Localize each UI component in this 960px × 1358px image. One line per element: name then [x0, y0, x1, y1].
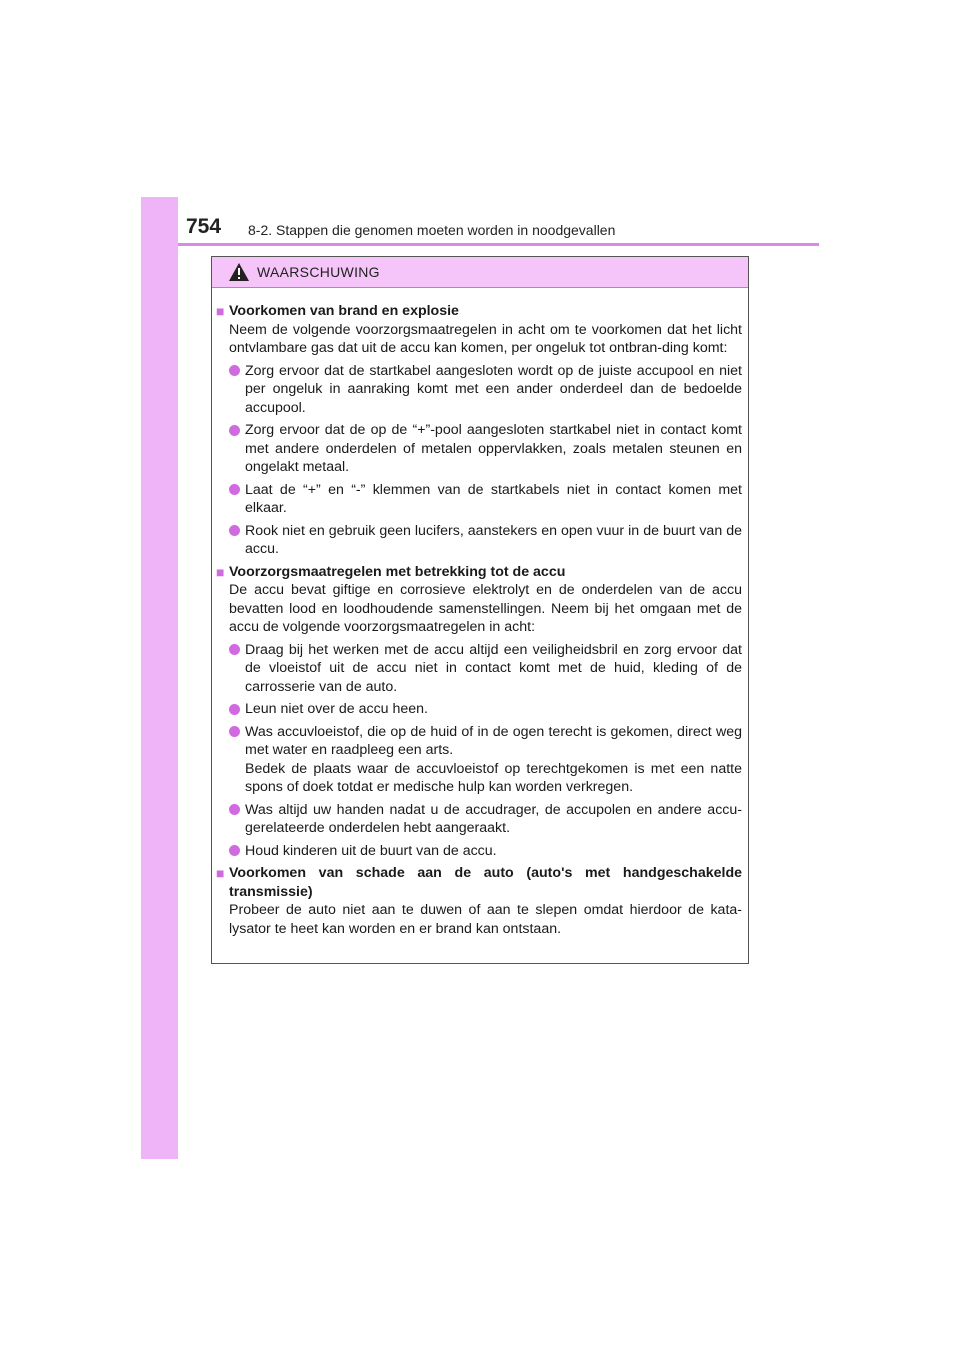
section-heading: Voorzorgsmaatregelen met betrekking tot de accu [229, 563, 566, 580]
square-bullet-icon: ■ [216, 303, 225, 319]
round-bullet-icon [229, 804, 240, 815]
round-bullet-icon [229, 425, 240, 436]
warning-section-battery [216, 563, 742, 861]
list-item: Zorg ervoor dat de startkabel aangesloten wordt op de juiste accupool en niet per ongeluk in aanraking komt met een ander onderdeel dan de bedoelde accupool. [216, 362, 742, 418]
warning-body [212, 288, 748, 938]
list-item: Laat de “+” en “-” klemmen van de startkabels niet in contact komen met elkaar. [216, 481, 742, 518]
warning-section-vehicle-damage [216, 864, 742, 938]
section-title: 8-2. Stappen die genomen moeten worden in noodgevallen [248, 222, 616, 238]
warning-section-fire [216, 302, 742, 559]
chapter-sidebar-tab [141, 197, 178, 1159]
round-bullet-icon [229, 365, 240, 376]
section-intro: De accu bevat giftige en corrosieve elektrolyt en de onderdelen van de accu bevatten lood en loodhoudende samenstellingen. Neem bij het omgaan met de accu de volgende voorzorgsmaatregelen in acht: [229, 582, 742, 635]
list-item: Zorg ervoor dat de op de “+”-pool aangesloten startkabel niet in contact komt met andere onderdelen of metalen oppervlakken, zoals metalen steunen en ongelakt metaal. [216, 421, 742, 477]
list-item: Houd kinderen uit de buurt van de accu. [216, 842, 742, 861]
list-item: Rook niet en gebruik geen lucifers, aanstekers en open vuur in de buurt van de accu. [216, 522, 742, 559]
list-item: Draag bij het werken met de accu altijd een veiligheidsbril en zorg ervoor dat de vloeistof uit de accu niet in contact komt met de huid, kleding of de carrosserie van de auto. [216, 641, 742, 697]
round-bullet-icon [229, 726, 240, 737]
section-intro: Probeer de auto niet aan te duwen of aan te slepen omdat hierdoor de kata-lysator te heet kan worden en er brand kan ontstaan. [229, 902, 742, 937]
square-bullet-icon: ■ [216, 563, 225, 580]
warning-box [211, 256, 749, 964]
section-intro: Neem de volgende voorzorgsmaatregelen in acht om te voorkomen dat het licht ontvlambare gas dat uit de accu kan komen, per ongeluk tot ontbran-ding komt: [229, 321, 742, 356]
warning-title: WAARSCHUWING [257, 264, 380, 280]
bullet-followup: Bedek de plaats waar de accuvloeistof op terechtgekomen is met een natte spons of doek totdat er medische hulp kan worden verkregen. [245, 760, 742, 795]
round-bullet-icon [229, 484, 240, 495]
warning-header [212, 257, 748, 288]
list-item: Was accuvloeistof, die op de huid of in de ogen terecht is gekomen, direct weg met water en raadpleeg een arts. Bedek de plaats waar de accuvloeistof op terechtgekomen is met een natte spons of doek totdat er medische hulp kan worden verkregen. [216, 723, 742, 797]
section-heading: Voorkomen van brand en explosie [229, 303, 459, 319]
round-bullet-icon [229, 845, 240, 856]
round-bullet-icon [229, 704, 240, 715]
warning-triangle-icon [228, 262, 250, 282]
list-item: Leun niet over de accu heen. [216, 700, 742, 719]
square-bullet-icon: ■ [216, 865, 225, 881]
round-bullet-icon [229, 644, 240, 655]
round-bullet-icon [229, 525, 240, 536]
header-divider [178, 243, 819, 246]
page-number: 754 [186, 215, 222, 238]
section-heading: Voorkomen van schade aan de auto (auto's met handgeschakelde transmissie) [229, 865, 742, 900]
list-item: Was altijd uw handen nadat u de accudrager, de accupolen en andere accu-gerelateerde onderdelen hebt aangeraakt. [216, 801, 742, 838]
